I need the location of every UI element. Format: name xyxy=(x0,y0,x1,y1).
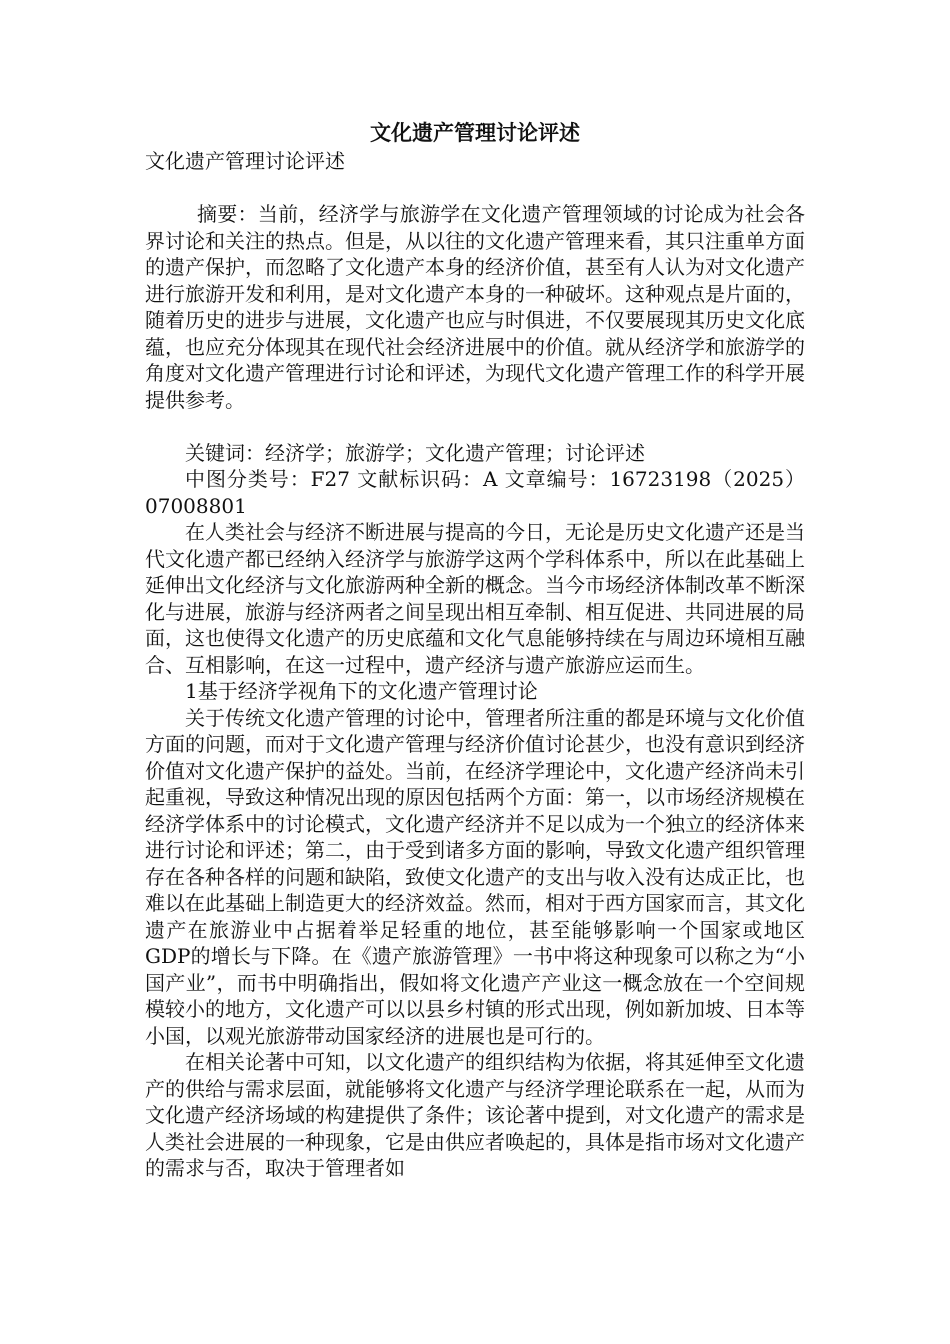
spacer xyxy=(145,175,805,202)
abstract-paragraph: 摘要：当前，经济学与旅游学在文化遗产管理领域的讨论成为社会各界讨论和关注的热点。但是，从以往的文化遗产管理来看，其只注重单方面的遗产保护，而忽略了文化遗产本身的经济价值，甚至有人认为对文化遗产进行旅游开发和利用，是对文化遗产本身的一种破坏。这种观点是片面的，随着历史的进步与进展，文化遗产也应与时俱进，不仅要展现其历史文化底蕴，也应充分体现其在现代社会经济进展中的价值。就从经济学和旅游学的角度对文化遗产管理进行讨论和评述，为现代文化遗产管理工作的科学开展提供参考。 xyxy=(145,202,805,412)
section-heading: 1基于经济学视角下的文化遗产管理讨论 xyxy=(185,679,538,703)
document-title: 文化遗产管理讨论评述 xyxy=(370,120,580,145)
keywords-line: 关键词：经济学；旅游学；文化遗产管理；讨论评述 xyxy=(185,440,645,465)
document-subtitle: 文化遗产管理讨论评述 xyxy=(145,149,345,173)
classification-line: 中图分类号：F27 文献标识码：A 文章编号：16723198（2025）07008801 xyxy=(145,467,805,518)
document-page xyxy=(145,118,805,1182)
body-paragraph: 在相关论著中可知，以文化遗产的组织结构为依据，将其延伸至文化遗产的供给与需求层面，就能够将文化遗产与经济学理论联系在一起，从而为文化遗产经济场域的构建提供了条件；该论著中提到，对文化遗产的需求是人类社会进展的一种现象，它是由供应者唤起的，具体是指市场对文化遗产的需求与否，取决于管理者如 xyxy=(145,1050,805,1180)
spacer xyxy=(145,413,805,440)
body-paragraph: 在人类社会与经济不断进展与提高的今日，无论是历史文化遗产还是当代文化遗产都已经纳入经济学与旅游学这两个学科体系中，所以在此基础上延伸出文化经济与文化旅游两种全新的概念。当今市场经济体制改革不断深化与进展，旅游与经济两者之间呈现出相互牵制、相互促进、共同进展的局面，这也使得文化遗产的历史底蕴和文化气息能够持续在与周边环境相互融合、互相影响，在这一过程中，遗产经济与遗产旅游应运而生。 xyxy=(145,520,805,677)
body-paragraph: 关于传统文化遗产管理的讨论中，管理者所注重的都是环境与文化价值方面的问题，而对于文化遗产管理与经济价值讨论甚少，也没有意识到经济价值对文化遗产保护的益处。当前，在经济学理论中，文化遗产经济尚未引起重视，导致这种情况出现的原因包括两个方面：第一，以市场经济规模在经济学体系中的讨论模式，文化遗产经济并不足以成为一个独立的经济体来进行讨论和评述；第二，由于受到诸多方面的影响，导致文化遗产组织管理存在各种各样的问题和缺陷，致使文化遗产的支出与收入没有达成正比，也难以在此基础上制造更大的经济效益。然而，相对于西方国家而言，其文化遗产在旅游业中占据着举足轻重的地位，甚至能够影响一个国家或地区GDP的增长与下降。在《遗产旅游管理》一书中将这种现象可以称之为“小国产业”，而书中明确指出，假如将文化遗产产业这一概念放在一个空间规模较小的地方，文化遗产可以以县乡村镇的形式出现，例如新加坡、日本等小国，以观光旅游带动国家经济的进展也是可行的。 xyxy=(145,705,805,1048)
